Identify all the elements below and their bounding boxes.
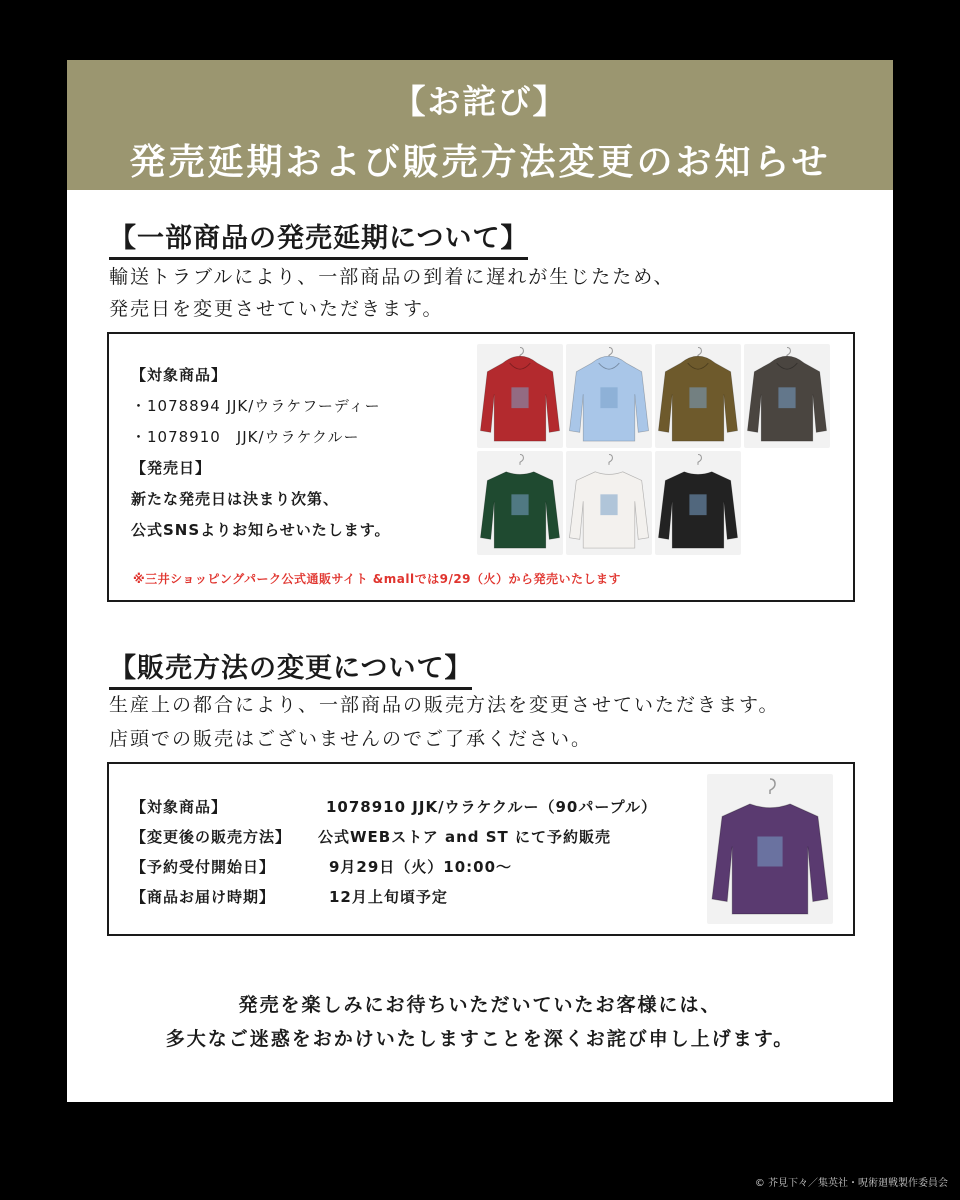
- hoodie-image: [744, 344, 830, 448]
- closing-line-2: 多大なご迷惑をおかけいたしますことを深くお詫び申し上げます。: [165, 1028, 795, 1050]
- row-value: 12月上旬頃予定: [329, 888, 448, 906]
- featured-product-image: [707, 774, 833, 924]
- row-key: 【商品お届け時期】: [131, 888, 276, 906]
- row-key: 【変更後の販売方法】: [131, 828, 292, 846]
- row-value: 公式WEBストア and ST にて予約販売: [318, 828, 612, 846]
- sales-body-line2: 店頭での販売はございませんのでご了承ください。: [109, 728, 593, 750]
- notice-card: [67, 60, 893, 1102]
- row-value: 1078910 JJK/ウラケクルー（90パープル）: [326, 798, 658, 816]
- product-image-grid: [477, 344, 833, 556]
- date-label: 【発売日】: [131, 459, 212, 477]
- hoodie-image: [477, 344, 563, 448]
- section-title-sales-method: 【販売方法の変更について】: [109, 646, 472, 690]
- row-key: 【対象商品】: [131, 798, 228, 816]
- hoodie-image: [655, 344, 741, 448]
- sweatshirt-image: [655, 451, 741, 555]
- copyright-credit: © 芥見下々／集英社・呪術廻戦製作委員会: [754, 1178, 948, 1189]
- delay-body-line1: 輸送トラブルにより、一部商品の到着に遅れが生じたため、: [109, 266, 675, 288]
- target-item-1: ・1078894 JJK/ウラケフーディー: [131, 397, 381, 415]
- header-subtitle: 発売延期および販売方法変更のお知らせ: [129, 142, 831, 183]
- header-banner: [67, 60, 893, 190]
- hoodie-image: [566, 344, 652, 448]
- header-title: 【お詫び】: [392, 82, 568, 121]
- target-item-2: ・1078910 JJK/ウラケクルー: [131, 428, 360, 446]
- target-label: 【対象商品】: [131, 366, 228, 384]
- row-key: 【予約受付開始日】: [131, 858, 276, 876]
- mall-note: ※三井ショッピングパーク公式通販サイト &mallでは9/29（火）から発売いたします: [133, 572, 622, 586]
- closing-line-1: 発売を楽しみにお待ちいただいていたお客様には、: [238, 994, 722, 1016]
- delay-body-line2: 発売日を変更させていただきます。: [109, 298, 444, 320]
- section-title-delay: 【一部商品の発売延期について】: [109, 216, 528, 260]
- sales-info-box: [107, 762, 855, 936]
- date-line-2: 公式SNSよりお知らせいたします。: [131, 521, 391, 539]
- sales-body-line1: 生産上の都合により、一部商品の販売方法を変更させていただきます。: [109, 694, 780, 716]
- sweatshirt-image: [477, 451, 563, 555]
- sweatshirt-image: [566, 451, 652, 555]
- delay-info-box: [107, 332, 855, 602]
- row-value: 9月29日（火）10:00～: [329, 858, 513, 876]
- date-line-1: 新たな発売日は決まり次第、: [131, 490, 340, 508]
